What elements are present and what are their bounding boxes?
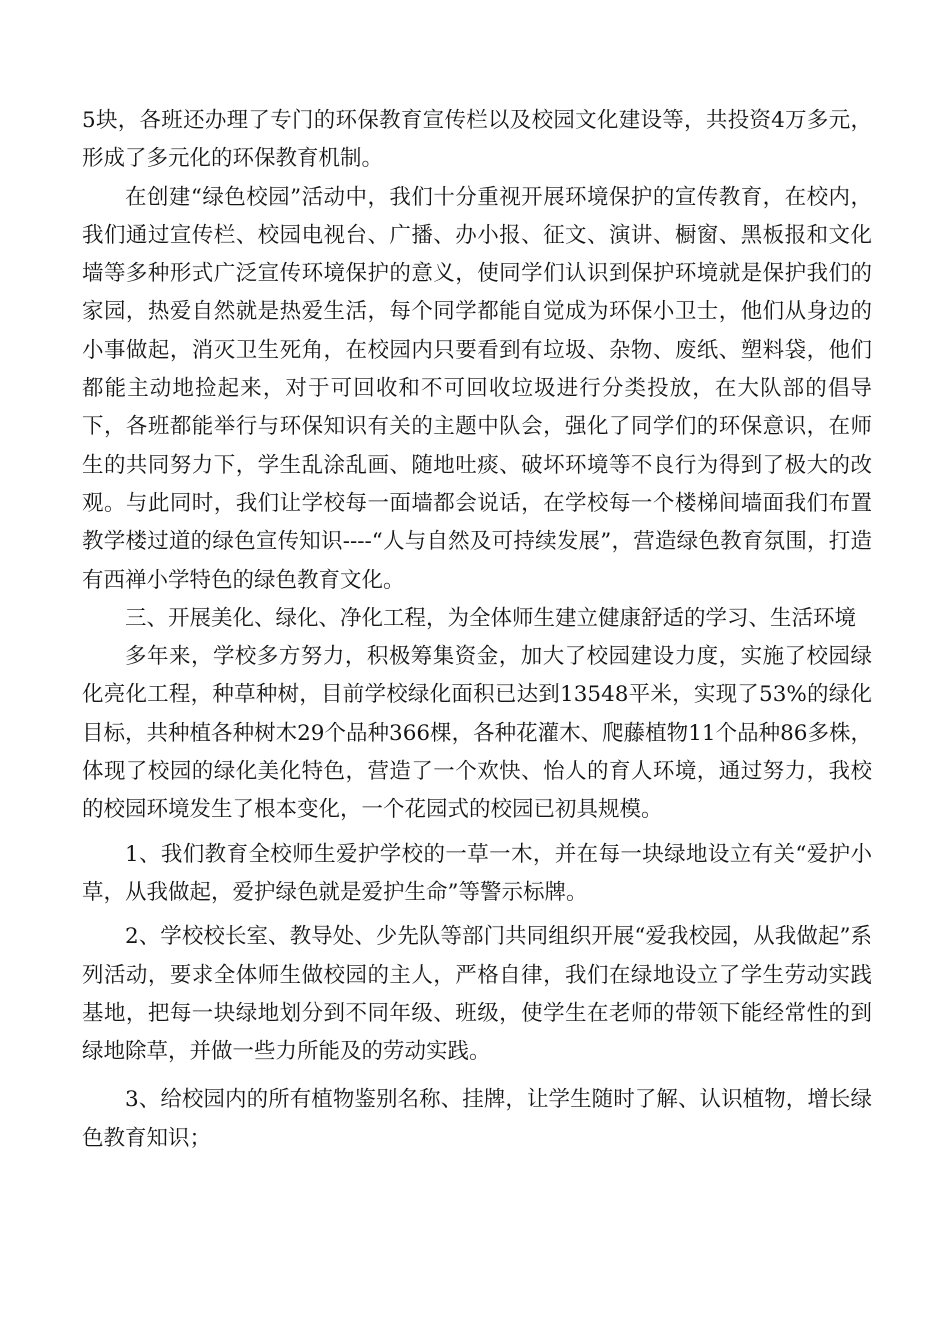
list-item-love-campus-activity: 2、学校校长室、教导处、少先队等部门共同组织开展“爱我校园，从我做起”系列活动，要求全体师生做校园的主人，严格自律，我们在绿地设立了学生劳动实践基地，把每一块绿地划分到不同年级、班级，使学生在老师的带领下能经常性的到绿地除草，并做一些力所能及的劳动实践。: [82, 924, 872, 1065]
section-heading-greening-project: 三、开展美化、绿化、净化工程，为全体师生建立健康舒适的学习、生活环境: [125, 605, 857, 631]
paragraph-investment-summary: 5块，各班还办理了专门的环保教育宣传栏以及校园文化建设等，共投资4万多元，形成了多元化的环保教育机制。: [82, 108, 872, 172]
paragraph-campus-greening-stats: 多年来，学校多方努力，积极筹集资金，加大了校园建设力度，实施了校园绿化亮化工程，种草种树，目前学校绿化面积已达到13548平米，实现了53%的绿化目标，共种植各种树木29个品种366棵，各种花灌木、爬藤植物11个品种86多株，体现了校园的绿化美化特色，营造了一个欢快、怡人的育人环境，通过努力，我校的校园环境发生了根本变化，一个花园式的校园已初具规模。: [82, 644, 872, 823]
document-body: [82, 102, 872, 1158]
list-item-protect-plants: 1、我们教育全校师生爱护学校的一草一木，并在每一块绿地设立有关“爱护小草，从我做起，爱护绿色就是爱护生命”等警示标牌。: [82, 841, 872, 905]
paragraph-green-campus-publicity: 在创建“绿色校园”活动中，我们十分重视开展环境保护的宣传教育，在校内，我们通过宣传栏、校园电视台、广播、办小报、征文、演讲、橱窗、黑板报和文化墙等多种形式广泛宣传环境保护的意义，使同学们认识到保护环境就是保护我们的家园，热爱自然就是热爱生活，每个同学都能自觉成为环保小卫士，他们从身边的小事做起，消灭卫生死角，在校园内只要看到有垃圾、杂物、废纸、塑料袋，他们都能主动地捡起来，对于可回收和不可回收垃圾进行分类投放，在大队部的倡导下，各班都能举行与环保知识有关的主题中队会，强化了同学们的环保意识，在师生的共同努力下，学生乱涂乱画、随地吐痰、破坏环境等不良行为得到了极大的改观。与此同时，我们让学校每一面墙都会说话，在学校每一个楼梯间墙面我们布置教学楼过道的绿色宣传知识----“人与自然及可持续发展”，营造绿色教育氛围，打造有西禅小学特色的绿色教育文化。: [82, 184, 872, 593]
list-item-plant-labeling: 3、给校园内的所有植物鉴别名称、挂牌，让学生随时了解、认识植物，增长绿色教育知识；: [82, 1087, 872, 1151]
